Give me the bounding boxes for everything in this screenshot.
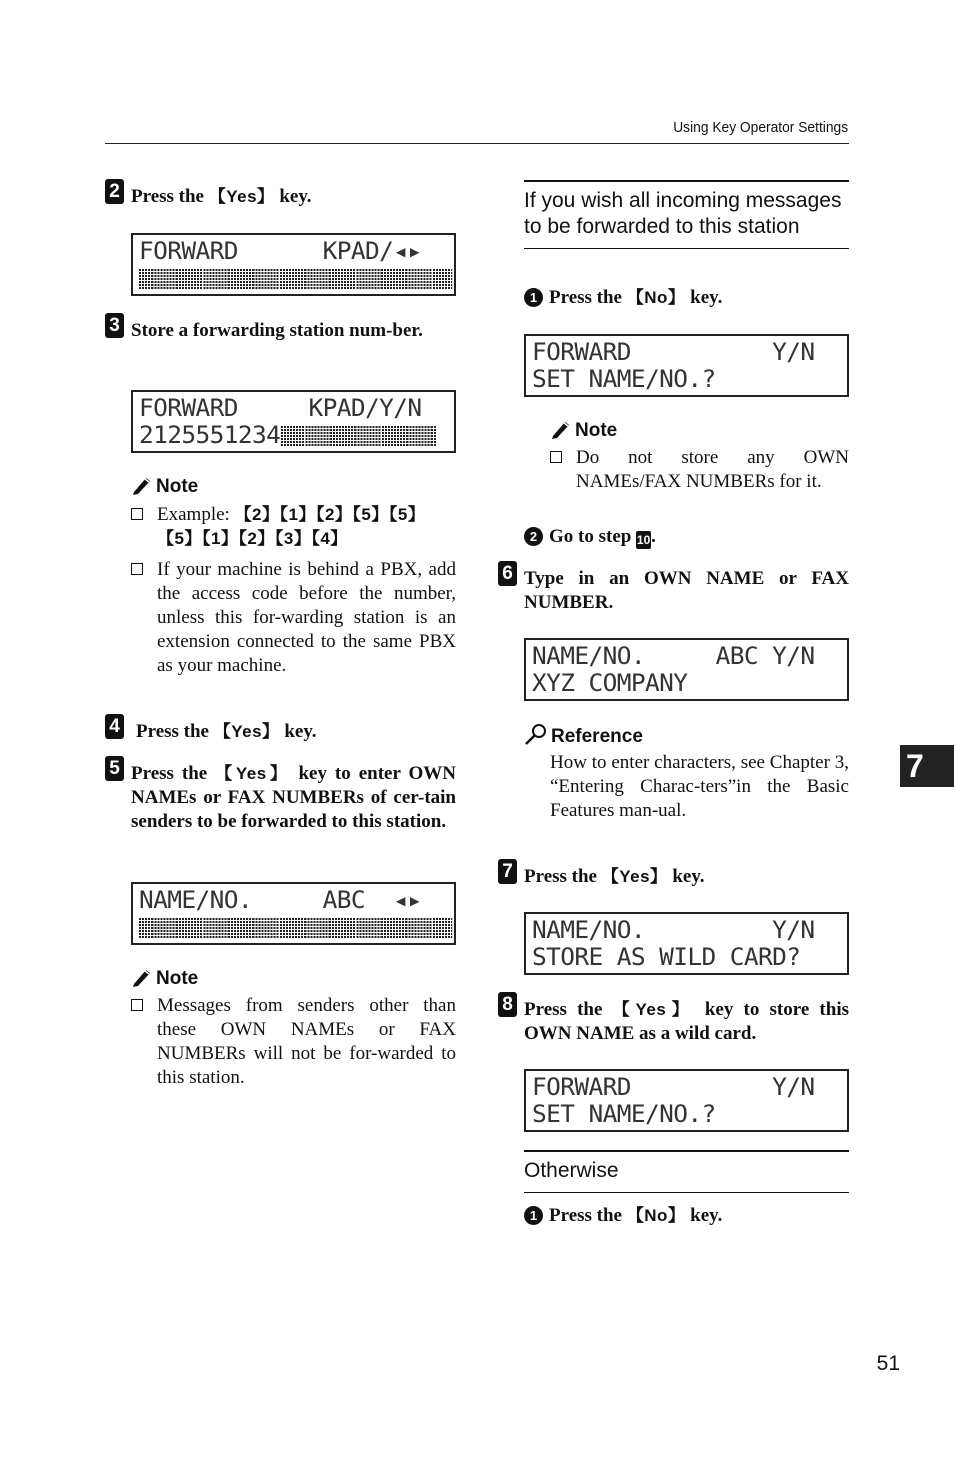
lcd-line-1: FORWARD KPAD/◂▸	[139, 237, 422, 265]
yes-key-label: 【Yes】	[213, 722, 280, 741]
checkbox-bullet-icon	[131, 508, 143, 520]
lcd-display	[131, 233, 456, 296]
magnifier-icon	[524, 723, 548, 745]
page-number: 51	[876, 1352, 900, 1375]
note-item: Example: 【2】【1】【2】【5】【5】 【5】【1】【2】【3】【4】	[157, 503, 456, 551]
substep-instruction: 1 Press the 【No】 key.	[524, 1204, 849, 1228]
header-rule	[105, 143, 849, 144]
yes-key-label: 【Yes】	[612, 1000, 695, 1019]
lcd-display	[524, 912, 849, 975]
step-number: 7	[498, 859, 517, 884]
reference-text: How to enter characters, see Chapter 3, “Entering Charac-ters”in the Basic Features man-ual.	[550, 752, 849, 821]
note-heading: Note	[550, 419, 617, 442]
step-instruction: Store a forwarding station num-ber.	[131, 320, 423, 341]
step-number: 5	[105, 756, 124, 781]
pencil-icon	[131, 475, 153, 495]
yes-key-label: 【Yes】	[208, 187, 275, 206]
pencil-icon	[550, 419, 572, 439]
note-item: If your machine is behind a PBX, add the access code before the number, unless this for-warding station is an extension connected to the same PBX as your machine.	[157, 558, 456, 678]
lcd-line-2: STORE AS WILD CARD?	[532, 943, 801, 971]
lcd-line-2: SET NAME/NO.?	[532, 1100, 716, 1128]
lcd-display	[524, 638, 849, 701]
no-key-label: 【No】	[626, 288, 686, 307]
step-reference-number: 10	[636, 533, 651, 547]
substep-instruction: 1 Press the 【No】 key.	[524, 286, 849, 310]
lcd-line-1: NAME/NO. ABC Y/N	[532, 642, 815, 670]
lcd-line-1: FORWARD Y/N	[532, 1073, 815, 1101]
step-number: 8	[498, 992, 517, 1017]
checkbox-bullet-icon	[131, 999, 143, 1011]
step-instruction: Press the 【Yes】 key to store this OWN NAME as a wild card.	[524, 999, 849, 1044]
lcd-line-2: XYZ COMPANY	[532, 669, 688, 697]
lcd-block-bar	[139, 917, 452, 938]
step-number: 4	[105, 714, 124, 739]
lcd-line-1: FORWARD Y/N	[532, 338, 815, 366]
pencil-icon	[131, 967, 153, 987]
note-item: Messages from senders other than these OWN NAMEs or FAX NUMBERs will not be for-warded to this station.	[157, 994, 456, 1090]
key-sequence: 【5】【1】【2】【3】【4】	[157, 529, 348, 548]
lcd-block-bar	[139, 268, 452, 289]
step-number: 3	[105, 313, 124, 338]
substep-number: 1	[524, 288, 543, 307]
substep-number: 2	[524, 527, 543, 546]
step-instruction: Press the 【Yes】 key to enter OWN NAMEs or FAX NUMBERs of cer-tain senders to be forwarded to this station.	[131, 763, 457, 832]
lcd-line-2: SET NAME/NO.?	[532, 365, 716, 393]
lcd-line-1: FORWARD KPAD/Y/N	[139, 394, 422, 422]
note-item: Do not store any OWN NAMEs/FAX NUMBERs for it.	[576, 446, 849, 494]
chapter-tab: 7	[900, 745, 954, 787]
lcd-display	[524, 1069, 849, 1132]
checkbox-bullet-icon	[131, 563, 143, 575]
substep-instruction: 2 Go to step 10.	[524, 525, 849, 549]
lcd-block-bar	[280, 425, 435, 446]
section-heading: If you wish all incoming messages to be forwarded to this station	[524, 180, 849, 249]
step-number: 2	[105, 179, 124, 204]
note-heading: Note	[131, 475, 198, 498]
reference-heading: Reference	[524, 723, 643, 748]
running-header: Using Key Operator Settings	[673, 119, 848, 136]
lcd-line-2: 2125551234	[139, 422, 454, 449]
section-heading: Otherwise	[524, 1150, 849, 1193]
lcd-display	[524, 334, 849, 397]
checkbox-bullet-icon	[550, 451, 562, 463]
arrow-left-right-icon: ◂▸	[393, 886, 422, 914]
step-number: 6	[498, 561, 517, 586]
step-instruction: Press the 【Yes】 key.	[136, 721, 317, 742]
arrow-left-right-icon: ◂▸	[393, 237, 422, 265]
step-instruction: Press the 【Yes】 key.	[131, 186, 312, 207]
lcd-line-2	[139, 914, 454, 941]
yes-key-label: 【Yes】	[601, 867, 668, 886]
key-sequence: 【2】【1】【2】【5】【5】	[234, 505, 426, 524]
lcd-display	[131, 882, 456, 945]
lcd-line-1: NAME/NO. Y/N	[532, 916, 815, 944]
yes-key-label: 【Yes】	[215, 764, 291, 783]
step-instruction: Type in an OWN NAME or FAX NUMBER.	[524, 568, 849, 613]
no-key-label: 【No】	[626, 1206, 686, 1225]
lcd-line-2	[139, 265, 454, 292]
substep-number: 1	[524, 1206, 543, 1225]
step-instruction: Press the 【Yes】 key.	[524, 866, 705, 887]
lcd-display	[131, 390, 456, 453]
lcd-line-1: NAME/NO. ABC ◂▸	[139, 886, 422, 914]
note-heading: Note	[131, 967, 198, 990]
